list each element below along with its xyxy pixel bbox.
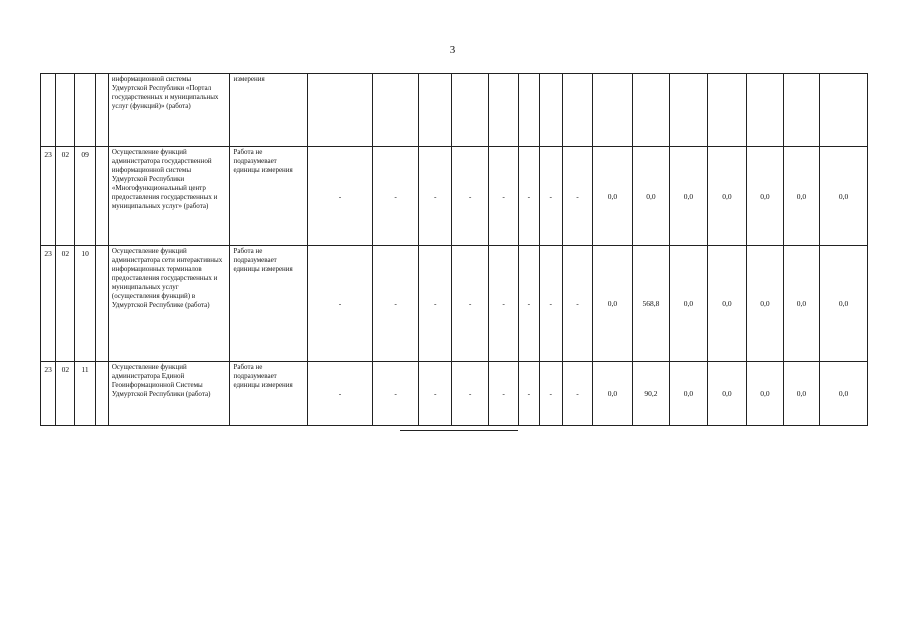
value-cell: - <box>373 147 419 246</box>
value-cell: 0,0 <box>747 246 783 362</box>
value-cell: - <box>418 246 451 362</box>
value-cell: 0,0 <box>593 246 633 362</box>
value-cell: 0,0 <box>820 246 868 362</box>
value-cell: - <box>562 362 592 426</box>
table-row <box>41 147 868 246</box>
value-cell: 0,0 <box>747 147 783 246</box>
description-cell: Осуществление функций администратора государственной информационной системы Удмуртской Республики «Многофункциональный центр предоставления государственных и муниципальных услуг» (работа) <box>108 147 230 246</box>
value-cell: - <box>562 246 592 362</box>
value-cell: - <box>452 362 488 426</box>
value-cell: 0,0 <box>593 362 633 426</box>
value-cell: - <box>539 246 562 362</box>
code-cell: 23 <box>41 246 56 362</box>
value-cell <box>519 74 539 147</box>
value-cell: - <box>562 147 592 246</box>
code-cell: 02 <box>56 246 75 362</box>
value-cell: - <box>539 147 562 246</box>
value-cell <box>593 74 633 147</box>
value-cell: - <box>539 362 562 426</box>
code-cell <box>95 74 108 147</box>
value-cell: 0,0 <box>632 147 669 246</box>
value-cell: - <box>307 147 373 246</box>
footer-rule <box>400 430 518 431</box>
value-cell <box>670 74 707 147</box>
value-cell: - <box>519 362 539 426</box>
value-cell: 0,0 <box>707 362 747 426</box>
value-cell <box>783 74 819 147</box>
value-cell <box>539 74 562 147</box>
budget-table <box>40 73 868 426</box>
code-cell: 02 <box>56 147 75 246</box>
unit-cell: Работа не подразумевает единицы измерения <box>230 362 307 426</box>
value-cell: - <box>373 246 419 362</box>
value-cell: - <box>488 147 518 246</box>
value-cell <box>747 74 783 147</box>
value-cell: - <box>488 362 518 426</box>
value-cell <box>373 74 419 147</box>
value-cell: - <box>488 246 518 362</box>
code-cell: 11 <box>75 362 95 426</box>
code-cell: 23 <box>41 147 56 246</box>
code-cell <box>75 74 95 147</box>
code-cell: 02 <box>56 362 75 426</box>
description-cell: информационной системы Удмуртской Республики «Портал государственных и муниципальных услуг (функций)» (работа) <box>108 74 230 147</box>
value-cell: - <box>452 147 488 246</box>
value-cell <box>707 74 747 147</box>
value-cell: 0,0 <box>670 246 707 362</box>
code-cell: 09 <box>75 147 95 246</box>
value-cell <box>307 74 373 147</box>
page-number: 3 <box>449 44 456 56</box>
value-cell: - <box>452 246 488 362</box>
value-cell <box>820 74 868 147</box>
value-cell: - <box>519 246 539 362</box>
code-cell <box>95 246 108 362</box>
value-cell: 0,0 <box>783 362 819 426</box>
value-cell: 0,0 <box>707 147 747 246</box>
value-cell <box>562 74 592 147</box>
value-cell: - <box>418 362 451 426</box>
code-cell <box>95 147 108 246</box>
table-row <box>41 246 868 362</box>
value-cell: 0,0 <box>783 246 819 362</box>
value-cell: - <box>418 147 451 246</box>
value-cell: - <box>307 362 373 426</box>
value-cell <box>452 74 488 147</box>
code-cell <box>56 74 75 147</box>
value-cell <box>488 74 518 147</box>
value-cell: 568,8 <box>632 246 669 362</box>
description-cell: Осуществление функций администратора Единой Геоинформационной Системы Удмуртской Республики (работа) <box>108 362 230 426</box>
table-row <box>41 74 868 147</box>
value-cell: 90,2 <box>632 362 669 426</box>
value-cell: 0,0 <box>747 362 783 426</box>
table-row <box>41 362 868 426</box>
unit-cell: Работа не подразумевает единицы измерения <box>230 147 307 246</box>
code-cell <box>41 74 56 147</box>
value-cell <box>632 74 669 147</box>
value-cell: 0,0 <box>670 362 707 426</box>
code-cell <box>95 362 108 426</box>
value-cell: 0,0 <box>820 147 868 246</box>
code-cell: 10 <box>75 246 95 362</box>
value-cell: 0,0 <box>593 147 633 246</box>
value-cell <box>418 74 451 147</box>
value-cell: 0,0 <box>783 147 819 246</box>
value-cell: 0,0 <box>820 362 868 426</box>
description-cell: Осуществление функций администратора сети интерактивных информационных терминалов предоставления государственных и муниципальных услуг (осуществления функций) в Удмуртской Республике (работа) <box>108 246 230 362</box>
code-cell: 23 <box>41 362 56 426</box>
unit-cell: Работа не подразумевает единицы измерения <box>230 246 307 362</box>
value-cell: - <box>373 362 419 426</box>
value-cell: 0,0 <box>670 147 707 246</box>
value-cell: - <box>307 246 373 362</box>
value-cell: - <box>519 147 539 246</box>
unit-cell: измерения <box>230 74 307 147</box>
value-cell: 0,0 <box>707 246 747 362</box>
